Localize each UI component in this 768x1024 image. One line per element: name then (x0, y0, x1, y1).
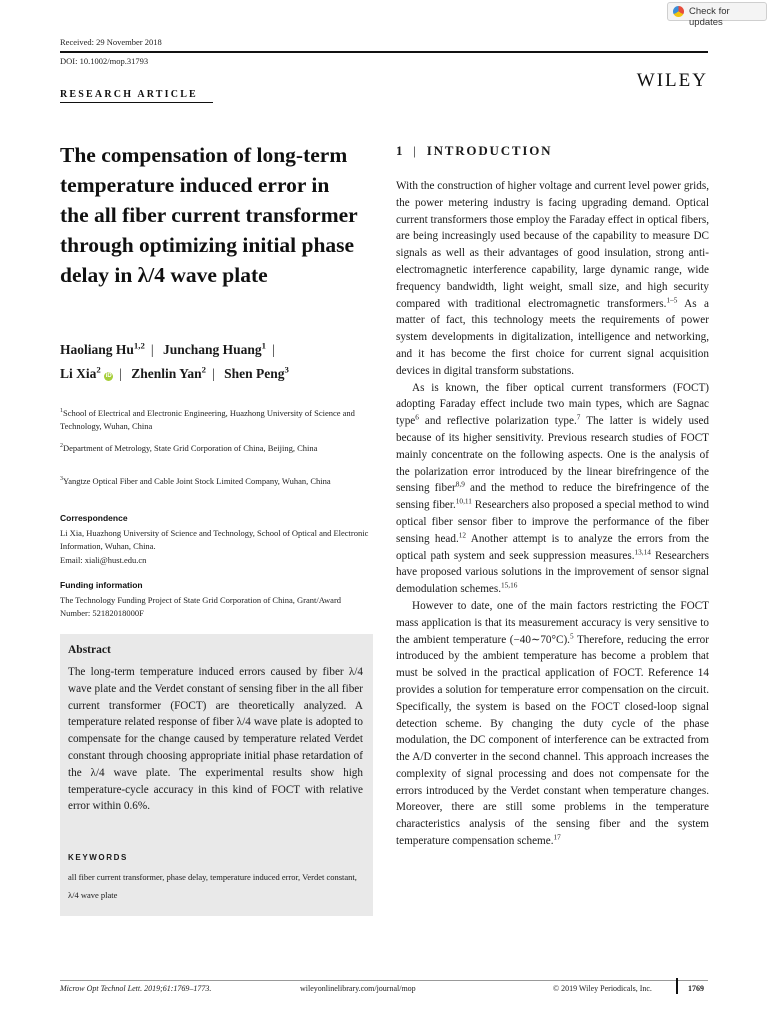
author-affiliation: 2 (201, 364, 207, 375)
author-name[interactable]: Shen Peng (224, 366, 285, 381)
footer-rule (60, 980, 708, 981)
affiliation-1 (60, 405, 372, 433)
author-name[interactable]: Li Xia (60, 366, 97, 381)
affiliation-number: 3 (60, 476, 63, 482)
author-name[interactable]: Junchang Huang (162, 342, 262, 357)
author-affiliation: 3 (284, 364, 289, 375)
abstract-text: The long-term temperature induced errors caused by fiber λ/4 wave plate and the Verdet constant of sensing fiber in the all fiber current transformer (FOCT) are theoretically analyzed. A temperature related response of fiber λ/4 wave plate is adopted to compensate for the change caused by temperature related Verdet constant through choosing appropriate initial phase retardation of the λ/4 wave plate. The experimental results show high temperature-cycle accuracy in this kind of FOCT with relative error within 0.6%. (68, 666, 363, 813)
check-for-updates-button[interactable] (667, 2, 767, 28)
section-heading: 1 | INTRODUCTION (396, 143, 553, 158)
funding-text: The Technology Funding Project of State Grid Corporation of China, Grant/Award Number: 52182018000F (60, 595, 342, 618)
header-rule (60, 51, 708, 53)
journal-citation: Microw Opt Technol Lett. 2019;61:1769–1773. (60, 984, 212, 993)
correspondence-email[interactable]: Email: xiali@hust.edu.cn (60, 555, 147, 565)
publisher-logo: WILEY (636, 70, 708, 91)
correspondence-heading: Correspondence (60, 513, 128, 523)
received-date: Received: 29 November 2018 (60, 37, 162, 47)
article-type: RESEARCH ARTICLE (60, 89, 198, 100)
page-number-divider (676, 978, 678, 994)
affiliation-3 (60, 473, 372, 488)
affiliation-number: 2 (60, 443, 63, 449)
paragraph: However to date, one of the main factors restricting the FOCT mass application is that its measurement accuracy is very sensitive to the ambient temperature (−40∼70°C).$^5$ Therefore, reducing the error introduced by the ambient temperature has become a problem that must be solved in the practical application of FOCT. Reference 14 provides a solution for temperature error compensation on the circuit. Specifically, the system is based on the FOCT closed-loop signal detection scheme. By changing the duty cycle of the phase modulation, the DC component of interference can be extracted from the A/D converter in the second channel. This approach increases the complexity of signal processing and does not compensate for the errors introduced by the Verdet constant when temperature changes. Moreover, there are still some problems in the temperature characteristics analysis of the sensing fiber and the system temperature compensation scheme.$^{17}$ (396, 599, 710, 848)
paragraph: With the construction of higher voltage and current level power grids, the power metering industry is facing upgrading demand. Optical current transformers those employ the Faraday effect in optical fibers, are being increasingly used because of the capability to measure DC signals as well as their advantages of good insulation, strong anti-electromagnetic interference capability, large dynamic range, wide frequency bandwidth, light weight, small size, and high security compared with traditional electromagnetic transformers.$^{1-5}$ As a matter of fact, this technology meets the requirements of power system developments in digitalization, intelligence and networking, and it has become the first choice for current signal acquisition devices in digital transform substations. (396, 180, 709, 377)
funding-heading: Funding information (60, 580, 143, 590)
copyright: © 2019 Wiley Periodicals, Inc. (553, 984, 652, 993)
section-number: 1 (396, 143, 405, 158)
paragraph: As is known, the fiber optical current transformers (FOCT) adopting Faraday effect include two main types, which are Sagnac type$^6$ and reflective polarization type.$^7$ The latter is widely used because of its higher sensitivity. Previous research studies of FOCT mainly concentrate on the following aspects. One is the analysis of the polarization error introduced by the linear birefringence of the sensing fiber$^{8,9}$ and the method to reduce the birefringence of the sensing fiber.$^{10,11}$ Researchers also proposed a special method to wind optical fiber sensor fiber to improve the performance of the fiber sensing head.$^{12}$ Another attempt is to analyze the errors from the optical path system and seek suppression measures.$^{13,14}$ Researchers have proposed various solutions in the improvement of sensor signal demodulation schemes.$^{15,16}$ (396, 381, 710, 596)
affiliation-text: Yangtze Optical Fiber and Cable Joint Stock Limited Company, Wuhan, China (62, 475, 331, 486)
doi[interactable]: DOI: 10.1002/mop.31793 (60, 56, 149, 66)
abstract-box (60, 634, 373, 916)
affiliation-text: School of Electrical and Electronic Engineering, Huazhong University of Science and Technology, Wuhan, China (60, 407, 355, 431)
journal-url[interactable]: wileyonlinelibrary.com/journal/mop (300, 984, 416, 993)
author-name[interactable]: Zhenlin Yan (131, 366, 202, 381)
keywords-heading: KEYWORDS (68, 853, 128, 862)
citation[interactable]: 10,11 (455, 497, 472, 506)
author-name[interactable]: Haoliang Hu (60, 342, 134, 357)
citation[interactable]: 7 (576, 413, 581, 422)
citation[interactable]: 12 (458, 531, 467, 539)
affiliation-text: Department of Metrology, State Grid Corporation of China, Beijing, China (62, 442, 318, 453)
correspondence-text: Li Xia, Huazhong University of Science and Technology, School of Optical and Electronic Information, Wuhan, China. (60, 528, 369, 551)
citation[interactable]: 6 (415, 413, 419, 422)
author-affiliation: 2 (96, 364, 101, 375)
orcid-icon[interactable]: iD (105, 373, 112, 379)
citation[interactable]: 17 (553, 833, 561, 842)
affiliation-number: 1 (60, 408, 63, 414)
author-affiliation: 1,2 (133, 340, 145, 351)
citation[interactable]: 8,9 (455, 480, 465, 489)
page-number: 1769 (688, 984, 704, 993)
author-affiliation: 1 (261, 340, 267, 351)
citation[interactable]: 15,16 (501, 581, 518, 590)
crossmark-icon (673, 6, 684, 17)
keywords-text: all fiber current transformer, phase delay, temperature induced error, Verdet constant, λ/4 wave plate (68, 872, 357, 900)
introduction-body (396, 178, 709, 850)
check-for-updates-label: Check for updates (689, 6, 730, 28)
citation[interactable]: 5 (569, 631, 574, 640)
article-title: The compensation of long-term temperature induced error in the all fiber current transformer through optimizing initial phase delay in λ/4 wave plate (60, 143, 358, 287)
section-title: INTRODUCTION (426, 143, 553, 158)
affiliation-2 (60, 440, 372, 455)
author-list: Haoliang Hu$^{1,2}$ | Junchang Huang$^1$ | Li Xia$^2$ iD | Zhenlin Yan$^2$ | Shen Peng$^3$ (60, 340, 289, 381)
article-type-underline (60, 102, 213, 103)
abstract-heading: Abstract (68, 644, 111, 656)
citation[interactable]: 1–5 (666, 295, 678, 304)
citation[interactable]: 13,14 (634, 547, 651, 556)
